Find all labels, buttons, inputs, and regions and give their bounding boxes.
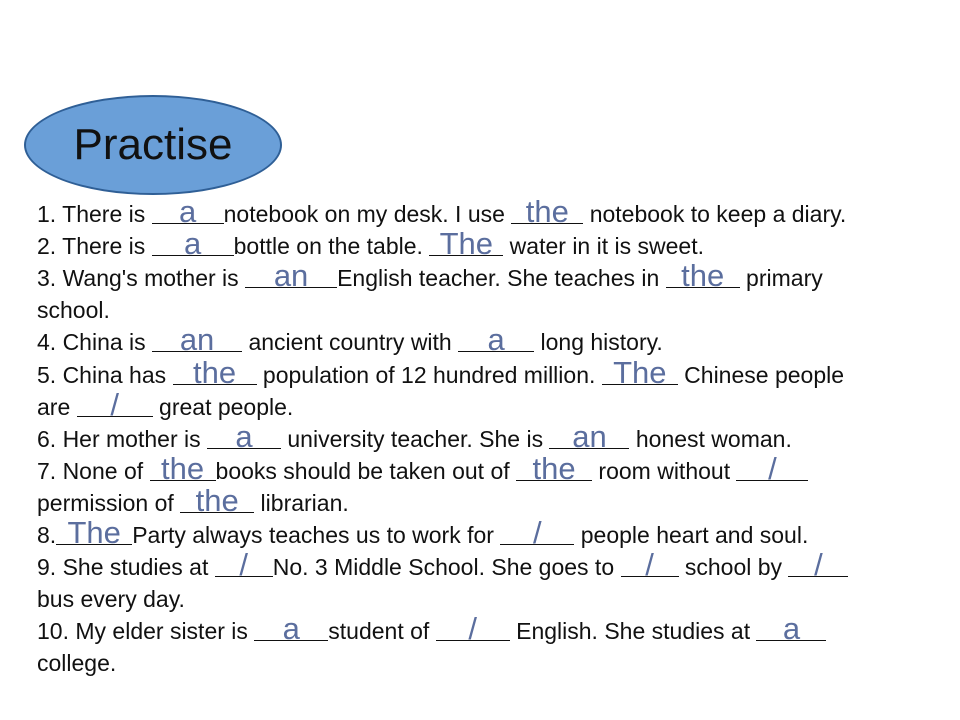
answer-blank (621, 547, 679, 583)
answer-blank (150, 450, 216, 486)
sentence-text: notebook on my desk. I use (223, 201, 512, 227)
handwritten-answer: / (239, 547, 249, 583)
handwritten-answer: an (572, 418, 607, 454)
handwritten-answer: a (782, 611, 801, 647)
handwritten-answer: an (273, 258, 309, 294)
answer-blank (500, 515, 574, 550)
sentence-text: ancient country with (242, 329, 459, 356)
exercise-line (37, 226, 704, 262)
sentence-text: water in it is sweet. (503, 233, 704, 260)
exercise-line (37, 294, 110, 326)
answer-blank (602, 354, 678, 390)
exercise-line (37, 611, 826, 647)
exercise-line (37, 515, 809, 551)
sentence-text: books should be taken out of (215, 457, 517, 484)
exercise-line (37, 450, 808, 487)
answer-blank (215, 547, 273, 583)
sentence-text: primary (739, 265, 823, 292)
sentence-text: population of 12 hundred million. (256, 361, 602, 388)
answer-blank (516, 450, 592, 486)
sentence-text: 9. She studies at (37, 554, 215, 581)
answer-blank (436, 611, 510, 647)
sentence-text: 10. My elder sister is (37, 618, 255, 645)
sentence-text: Chinese people (677, 361, 845, 388)
answer-blank (458, 322, 534, 358)
exercise-line (37, 647, 116, 679)
sentence-text: permission of (37, 489, 181, 516)
handwritten-answer: / (110, 386, 119, 422)
exercise-line (37, 258, 823, 294)
sentence-text: university teacher. She is (281, 425, 550, 452)
sentence-text: Party always teaches us to work for (132, 522, 501, 548)
sentence-text: great people. (152, 393, 294, 420)
handwritten-answer: the (681, 258, 725, 294)
answer-blank (245, 258, 337, 294)
answer-blank (254, 611, 328, 647)
handwritten-answer: The (613, 354, 667, 390)
sentence-text: No. 3 Middle School. She goes to (272, 554, 621, 581)
slide-title: Practise (73, 120, 233, 169)
sentence-text: notebook to keep a diary. (583, 201, 847, 227)
handwritten-answer: / (768, 450, 777, 486)
answer-blank (511, 194, 583, 229)
sentence-text: English. She studies at (509, 618, 757, 645)
sentence-text: long history. (534, 329, 663, 356)
answer-blank (666, 258, 740, 294)
exercise-line (37, 386, 294, 423)
handwritten-answer: the (195, 482, 239, 518)
sentence-text: room without (592, 457, 737, 484)
handwritten-answer: / (645, 547, 654, 583)
sentence-text: honest woman. (629, 425, 792, 452)
handwritten-answer: a (235, 418, 253, 454)
sentence-text: 3. Wang's mother is (37, 265, 246, 292)
exercise-line (37, 583, 185, 615)
answer-blank (56, 515, 132, 550)
sentence-text: school by (678, 554, 789, 581)
sentence-text: are (37, 393, 77, 420)
sentence-text: bottle on the table. (233, 233, 430, 260)
exercise-line (37, 322, 663, 358)
sentence-text: 5. China has (37, 361, 173, 388)
handwritten-answer: a (184, 226, 202, 262)
answer-blank (788, 547, 848, 583)
answer-blank (77, 386, 153, 422)
answer-blank (207, 418, 281, 454)
sentence-text: college. (37, 650, 117, 677)
handwritten-answer: The (67, 515, 121, 550)
sentence-text: 8. (37, 522, 57, 548)
sentence-text: librarian. (254, 489, 349, 516)
handwritten-answer: The (439, 226, 494, 262)
answer-blank (173, 354, 257, 390)
sentence-text: 2. There is (37, 233, 152, 260)
handwritten-answer: the (192, 354, 237, 390)
sentence-text: 1. There is (37, 201, 152, 227)
exercise-line (37, 547, 848, 583)
answer-blank (180, 482, 254, 518)
handwritten-answer: the (525, 194, 569, 229)
sentence-text: English teacher. She teaches in (337, 265, 666, 292)
handwritten-answer: / (468, 611, 478, 647)
sentence-text: people heart and soul. (574, 522, 809, 548)
handwritten-answer: the (160, 450, 205, 486)
sentence-text: bus every day. (37, 586, 185, 613)
handwritten-answer: a (282, 611, 300, 647)
exercise-line (37, 418, 792, 455)
answer-blank (152, 322, 242, 358)
sentence-text: 6. Her mother is (37, 425, 207, 452)
handwritten-answer: / (814, 547, 823, 583)
answer-blank (429, 226, 503, 262)
answer-blank (756, 611, 826, 647)
exercise-line (37, 354, 845, 391)
answer-blank (549, 418, 629, 454)
handwritten-answer: / (533, 515, 542, 550)
handwritten-answer: an (179, 322, 215, 358)
sentence-text: 7. None of (37, 457, 150, 484)
handwritten-answer: a (179, 194, 197, 229)
handwritten-answer: a (487, 322, 505, 358)
answer-blank (736, 450, 808, 486)
practise-title-oval (24, 95, 282, 195)
sentence-text: 4. China is (37, 329, 153, 356)
answer-blank (152, 226, 234, 262)
sentence-text: school. (37, 297, 110, 324)
handwritten-answer: the (532, 450, 576, 486)
answer-blank (152, 194, 224, 229)
sentence-text: student of (328, 618, 436, 645)
